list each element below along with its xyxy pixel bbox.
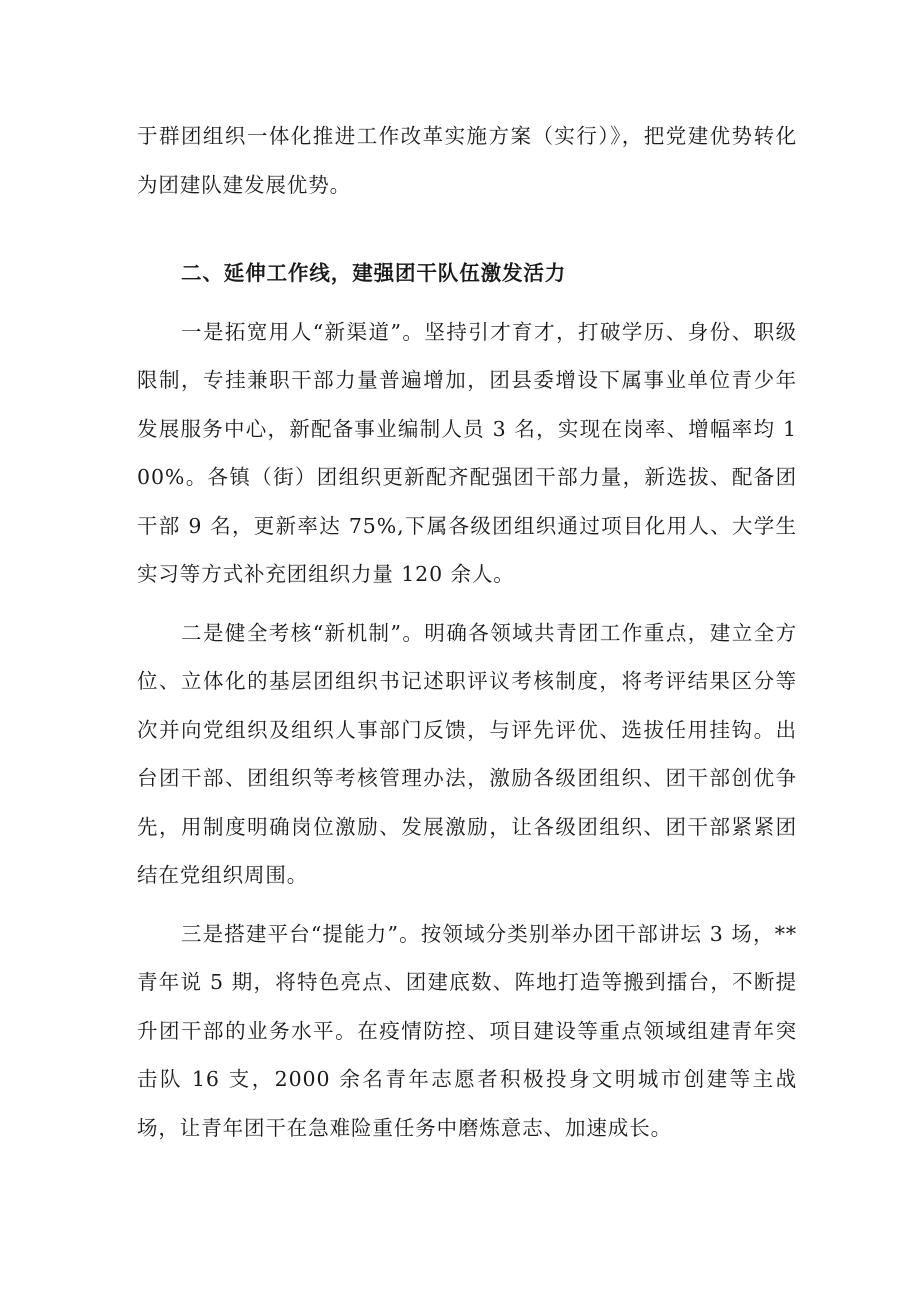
section-spacer (137, 209, 797, 249)
paragraph-capacity-platform: 三是搭建平台“提能力”。按领域分类别举办团干部讲坛 3 场，**青年说 5 期，将特色亮点、团建底数、阵地打造等搬到擂台，不断提升团干部的业务水平。在疫情防控、项目建设等重点领域组建青年突击队 16 支，2000 余名青年志愿者积极投身文明城市创建等主战场，让青年团干在急难险重任务中磨炼意志、加速成长。 (137, 921, 797, 1140)
paragraph-assessment-mechanism: 二是健全考核“新机制”。明确各领域共青团工作重点，建立全方位、立体化的基层团组织书记述职评议考核制度，将考评结果区分等次并向党组织及组织人事部门反馈，与评先评优、选拔任用挂钩。出台团干部、团组织等考核管理办法，激励各级团组织、团干部创优争先，用制度明确岗位激励、发展激励，让各级团组织、团干部紧紧团结在党组织周围。 (137, 620, 797, 887)
section-heading: 二、延伸工作线，建强团干队伍激发活力 (181, 261, 567, 285)
paragraph-spacer (137, 599, 797, 609)
intro-paragraph: 于群团组织一体化推进工作改革实施方案（实行）》，把党建优势转化为团建队建发展优势。 (137, 124, 797, 197)
heading-spacer (137, 298, 797, 308)
paragraph-widen-recruitment: 一是拓宽用人“新渠道”。坚持引才育才，打破学历、身份、职级限制，专挂兼职干部力量普遍增加，团县委增设下属事业单位青少年发展服务中心，新配备事业编制人员 3 名，实现在岗率、增幅率均 100%。各镇（街）团组织更新配齐配强团干部力量，新选拔、配备团干部 9 名，更新率达 75%,下属各级团组织通过项目化用人、大学生实习等方式补充团组织力量 120 余人。 (137, 319, 797, 586)
document-body (137, 112, 797, 1152)
paragraph-spacer (137, 900, 797, 910)
